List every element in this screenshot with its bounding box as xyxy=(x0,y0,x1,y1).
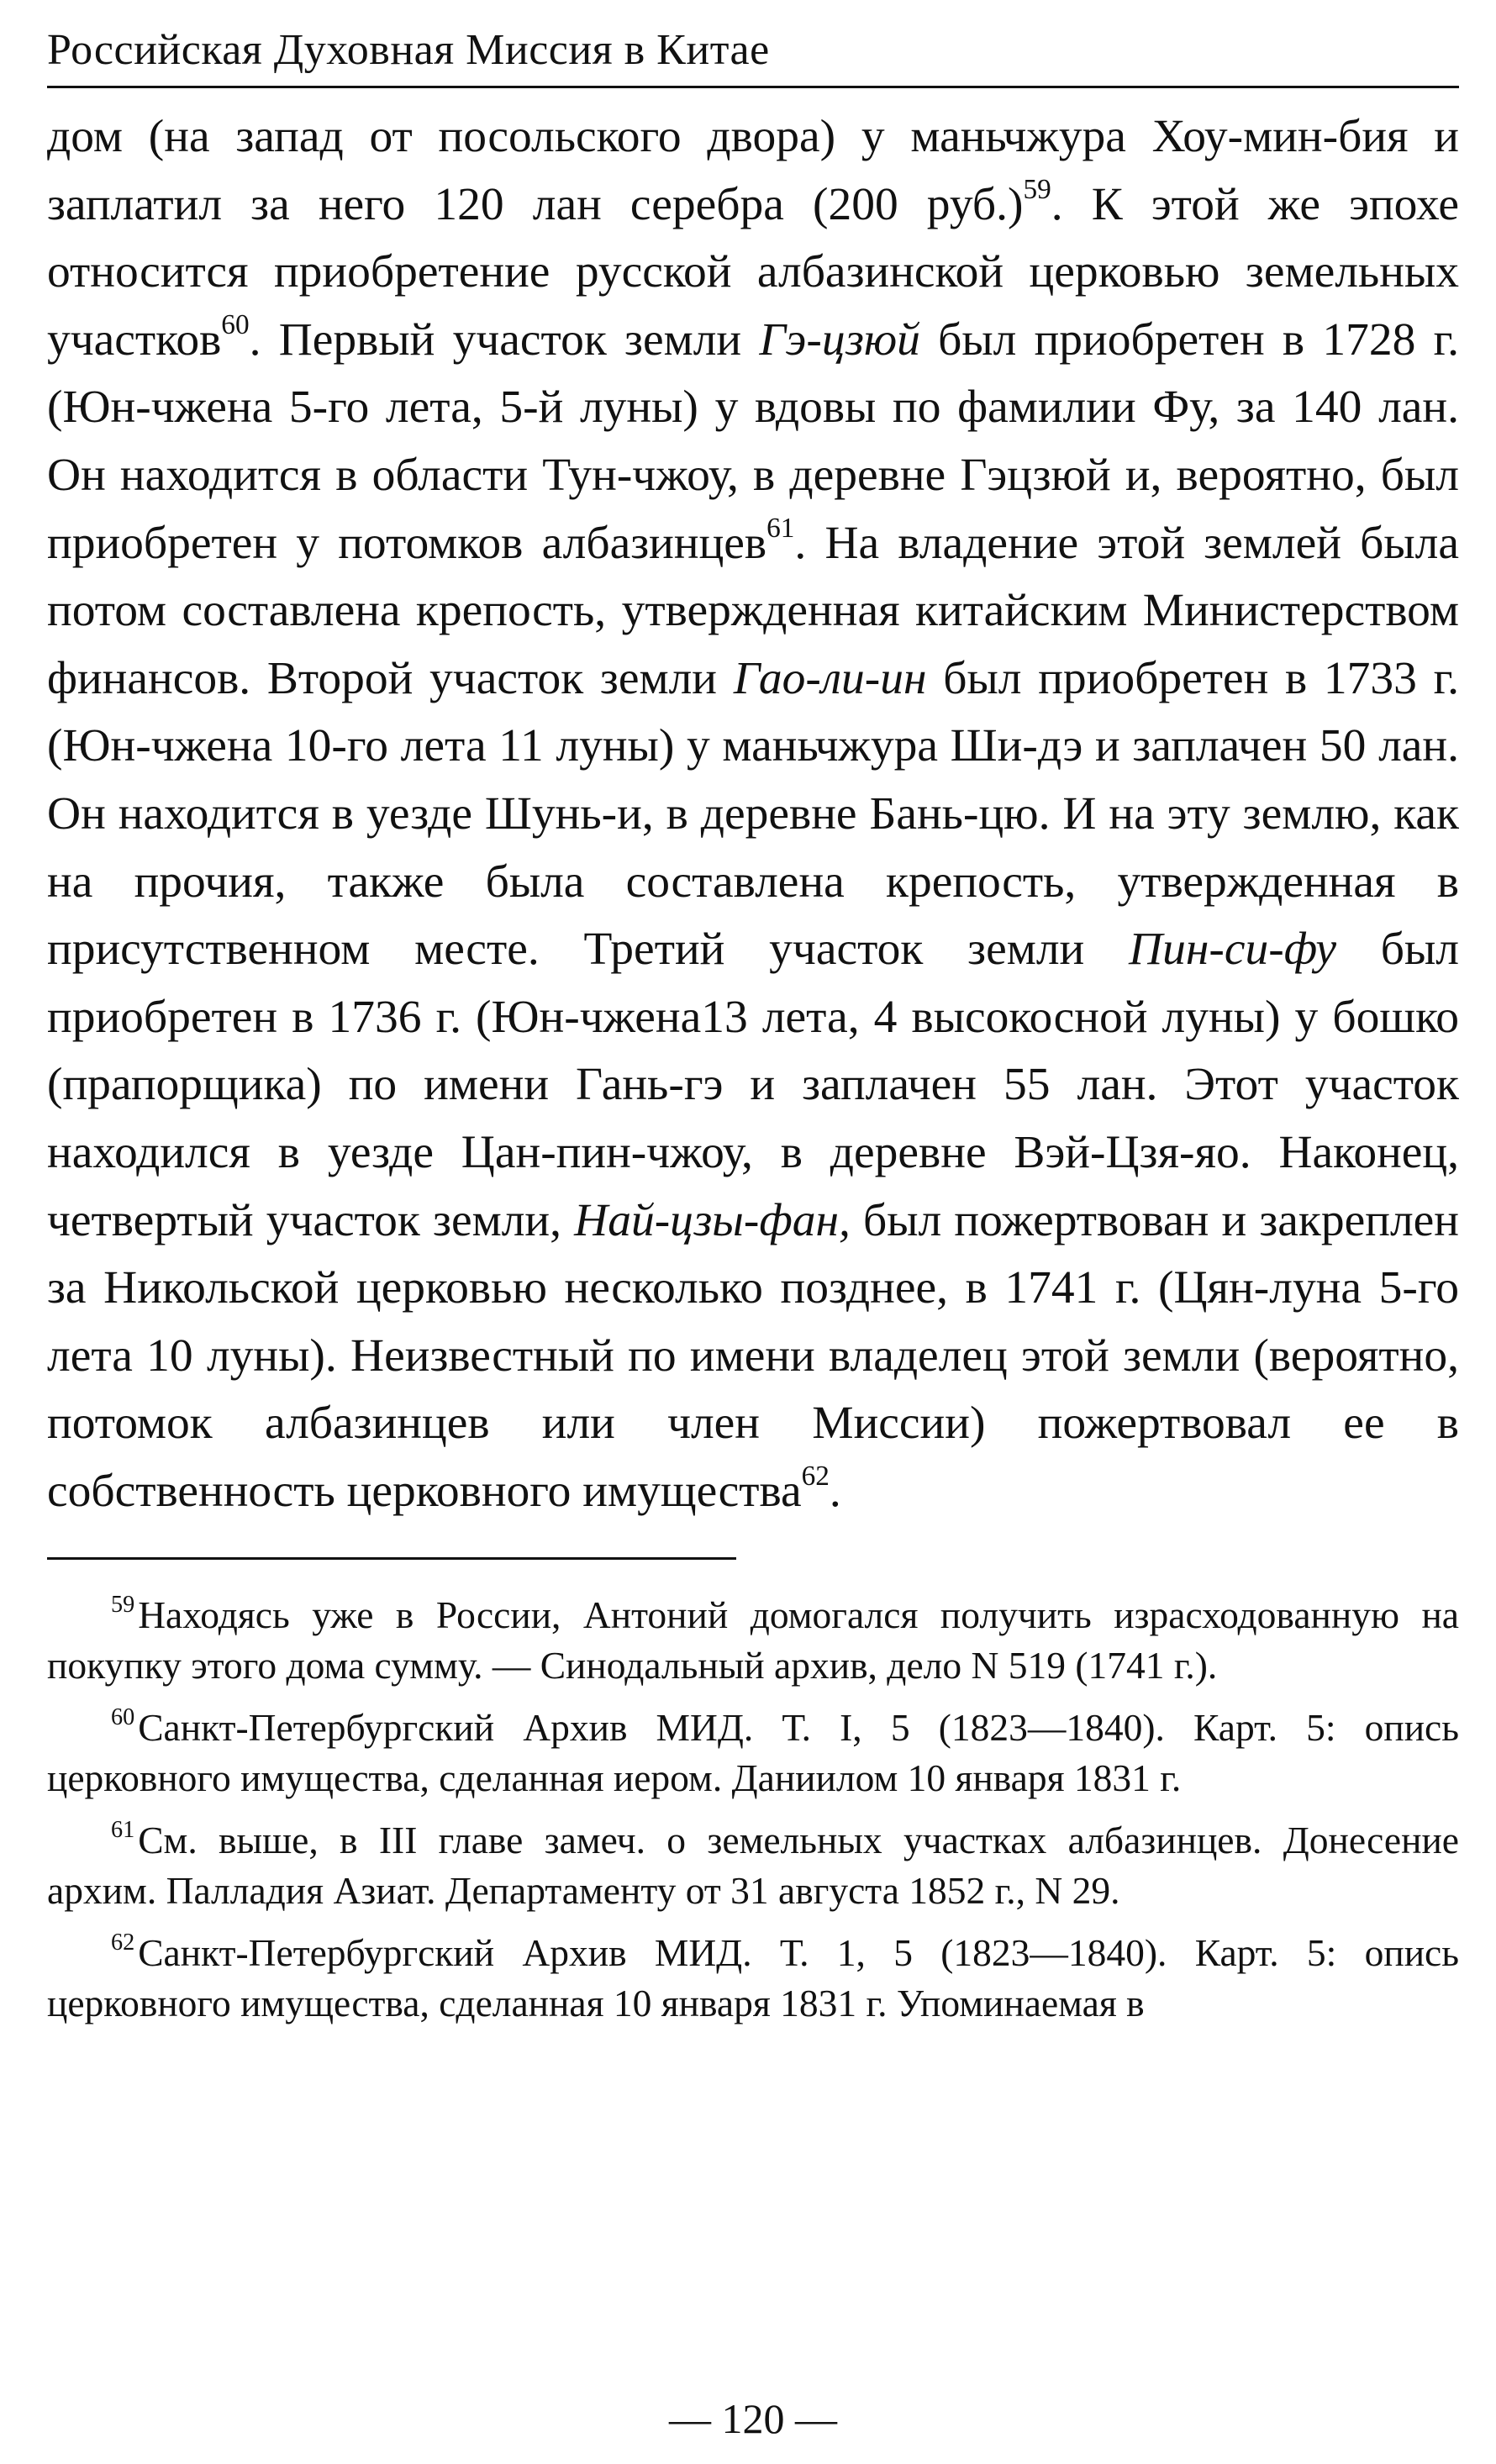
body-text-run: был приобретен в 1728 г. (Юн-чжена 5-го лета, 5-й луны) у вдовы по фамилии Фу, за 140 лан. Он находится в области Тун-чжоу, в деревне Гэцзюй и, вероятно, был приобретен у потомков албазинцев xyxy=(47,313,1460,569)
footnote xyxy=(47,1928,1459,2029)
footnote xyxy=(47,1815,1459,1916)
footnote-text: Санкт-Петербургский Архив МИД. Т. I, 5 (1823—1840). Карт. 5: опись церковного имущества, сделанная иером. Даниилом 10 января 1831 г. xyxy=(47,1706,1459,1800)
body-text-run: . xyxy=(829,1465,841,1517)
body-text-run: был пожертвован и закреплен за Никольской церковью несколько позднее, в 1741 г. (Цян-луна 5-го лета 10 луны). Неизвестный по имени владелец этой земли (вероятно, потомок албазинцев или член Миссии) пожертвовал ее в собственность церковного имущества xyxy=(47,1194,1459,1517)
footnote-text: Находясь уже в России, Антоний домогался получить израсходованную на покупку этого дома сумму. — Синодальный архив, дело N 519 (1741 г.). xyxy=(47,1593,1459,1687)
italic-place-name: Най-цзы-фан, xyxy=(574,1194,851,1246)
footnote-number: 60 xyxy=(111,1703,135,1730)
footnote-separator xyxy=(47,1557,736,1560)
body-text-run: . На владение этой землей была потом составлена крепость, утвержденная китайским Министерством финансов. Второй участок земли xyxy=(47,517,1459,704)
body-paragraph xyxy=(47,103,1459,1525)
italic-place-name: Гэ-цзюй xyxy=(759,313,920,366)
book-page xyxy=(47,24,1459,2444)
footnote-reference: 62 xyxy=(801,1460,830,1492)
footnote-reference: 59 xyxy=(1023,173,1051,205)
footnotes-section xyxy=(47,1590,1459,2029)
footnote xyxy=(47,1703,1459,1803)
running-header: Российская Духовная Миссия в Китае xyxy=(47,24,1459,88)
main-text xyxy=(47,103,1459,1525)
footnote-text: См. выше, в III главе замеч. о земельных участках албазинцев. Донесение архим. Палладия Азиат. Департаменту от 31 августа 1852 г., N 29. xyxy=(47,1819,1459,1913)
footnote xyxy=(47,1590,1459,1691)
footnote-number: 59 xyxy=(111,1591,135,1618)
footnote-number: 62 xyxy=(111,1929,135,1956)
italic-place-name: Пин-си-фу xyxy=(1129,924,1336,976)
body-text-run: был приобретен в 1736 г. (Юн-чжена13 лета, 4 высокосной луны) у бошко (прапорщика) по имени Гань-гэ и заплачен 55 лан. Этот участок находился в уезде Цан-пин-чжоу, в деревне Вэй-Цзя-яо. Наконец, четвертый участок земли, xyxy=(47,924,1459,1246)
footnote-reference: 61 xyxy=(766,512,795,544)
body-text-run: был приобретен в 1733 г. (Юн-чжена 10-го лета 11 луны) у маньчжура Ши-дэ и заплачен 50 лан. Он находится в уезде Шунь-и, в деревне Бань-цю. И на эту землю, как на прочия, также была составлена крепость, утвержденная в присутственном месте. Третий участок земли xyxy=(47,652,1459,976)
italic-place-name: Гао-ли-ин xyxy=(733,652,927,704)
footnote-reference: 60 xyxy=(221,308,250,340)
body-text-run: дом (на запад от посольского двора) у маньчжура Хоу-мин-бия и заплатил за него 120 лан серебра (200 руб.) xyxy=(47,111,1459,230)
page-number: — 120 — xyxy=(669,2395,837,2442)
footnote-number: 61 xyxy=(111,1816,135,1843)
body-text-run: . Первый участок земли xyxy=(249,313,760,366)
body-text-run: . К этой же эпохе относится приобретение русской албазинской церковью земельных участков xyxy=(47,178,1460,366)
footnote-text: Санкт-Петербургский Архив МИД. Т. 1, 5 (1823—1840). Карт. 5: опись церковного имущества, сделанная 10 января 1831 г. Упоминаемая в xyxy=(47,1931,1459,2025)
